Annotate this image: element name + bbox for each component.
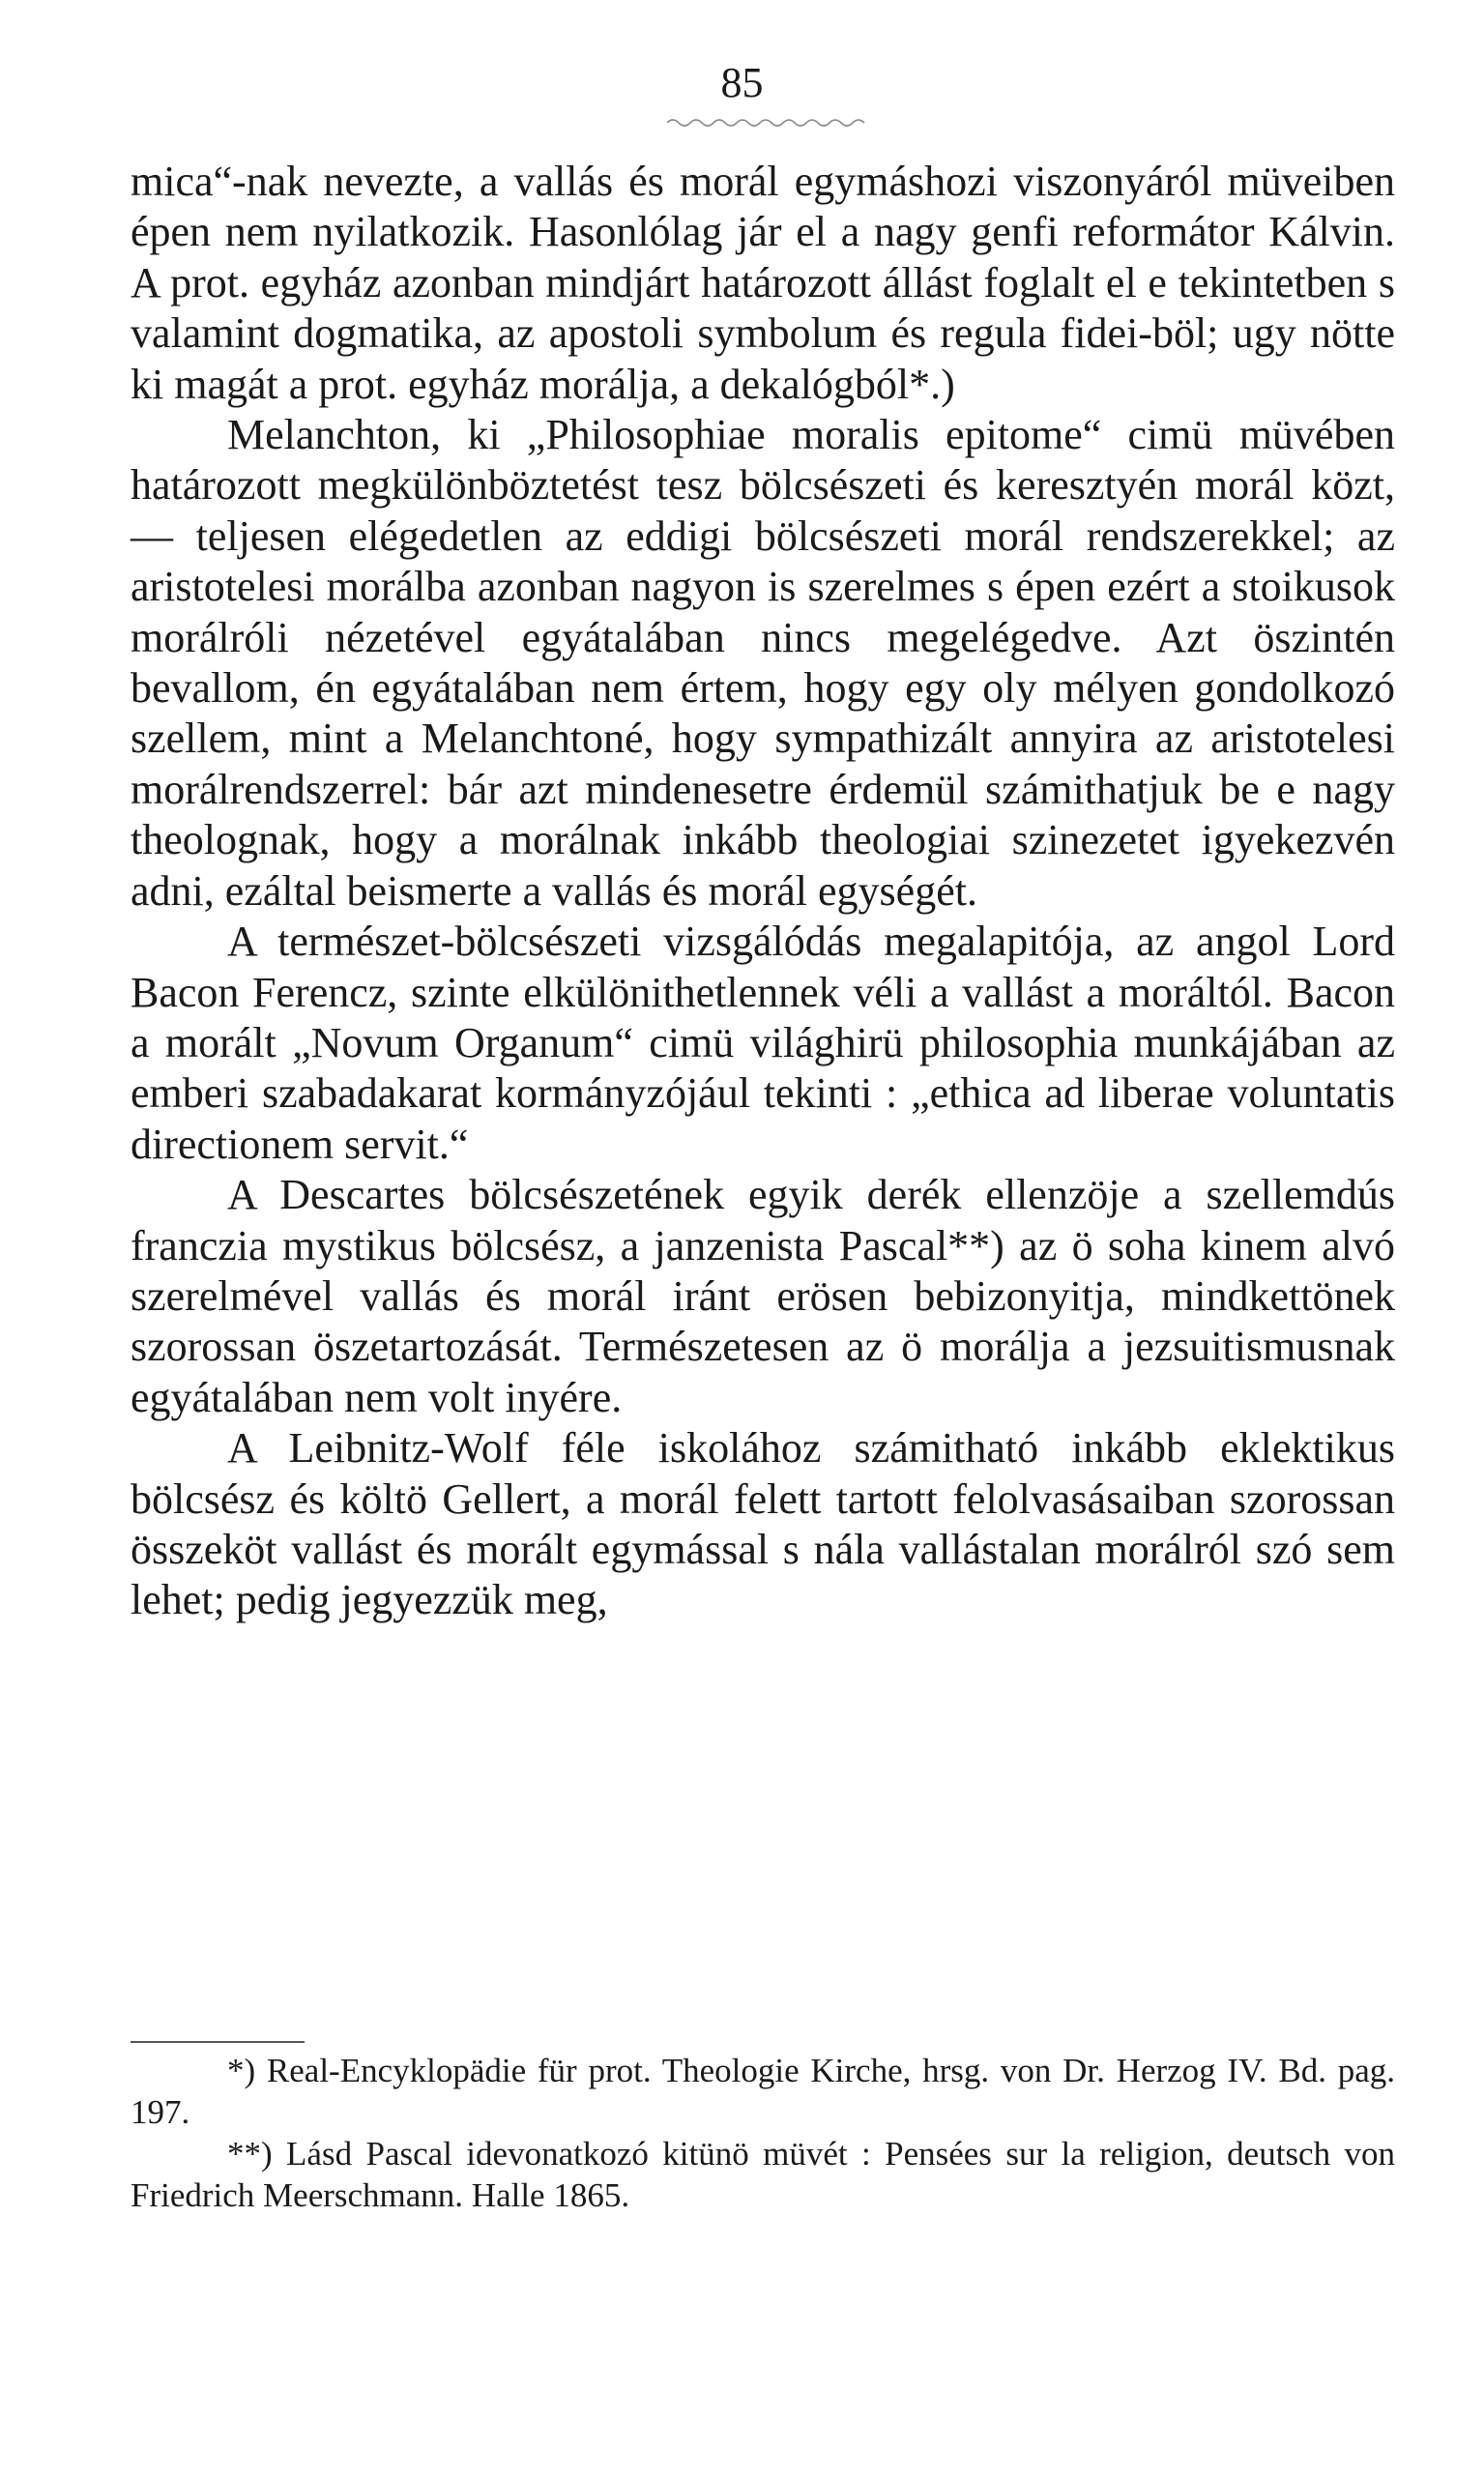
footnote-1: *) Real-Encyklopädie für prot. Theologie Kirche, hrsg. von Dr. Herzog IV. Bd. pag. 197. <box>131 2052 1395 2131</box>
paragraph-1: mica“-nak nevezte, a vallás és morál egymáshozi viszonyáról müveiben épen nem nyilatkozik. Hasonlólag jár el a nagy genfi reformátor Kálvin. A prot. egyház azonban mindjárt határozott állást foglalt el e tekintetben s valamint dogmatika, az apostoli symbolum és regula fidei-böl; ugy nötte ki magát a prot. egyház morálja, a dekalógból*.) <box>131 158 1395 408</box>
ornament-divider <box>667 116 870 130</box>
paragraph-2: Melanchton, ki „Philosophiae moralis epitome“ cimü müvében határozott megkülönböztetést tesz bölcsészeti és keresztyén morál közt, — teljesen elégedetlen az eddigi bölcsészeti morál rendszerekkel; az aristotelesi morálba azonban nagyon is szerelmes s épen ezért a stoikusok morálróli nézetével egyátalában nincs megelégedve. Azt öszintén bevallom, én egyátalában nem értem, hogy egy oly mélyen gondolkozó szellem, mint a Melanchtoné, hogy sympathizált annyira az aristotelesi morálrendszerrel: bár azt mindenesetre érdemül számithatjuk be e nagy theolognak, hogy a morálnak inkább theologiai szinezetet igyekezvén adni, ezáltal beismerte a vallás és morál egységét. <box>131 411 1395 915</box>
body-text <box>131 157 1395 1626</box>
footnote-separator <box>131 2041 305 2043</box>
page-number: 85 <box>720 59 764 106</box>
paragraph-3: A természet-bölcsészeti vizsgálódás megalapitója, az angol Lord Bacon Ferencz, szinte elkülönithetlennek véli a vallást a moráltól. Bacon a morált „Novum Organum“ cimü világhirü philosophia munkájában az emberi szabadakarat kormányzójául tekinti : „ethica ad liberae voluntatis directionem servit.“ <box>131 918 1395 1168</box>
paragraph-5: A Leibnitz-Wolf féle iskolához számitható inkább eklektikus bölcsész és költö Gellert, a morál felett tartott felolvasásaiban szorossan összeköt vallást és morált egymással s nála vallástalan morálról szó sem lehet; pedig jegyezzük meg, <box>131 1424 1395 1624</box>
paragraph-4: A Descartes bölcsészetének egyik derék ellenzöje a szellemdús franczia mystikus bölcsész, a janzenista Pascal**) az ö soha kinem alvó szerelmével vallás és morál iránt erösen bebizonyitja, mindkettönek szorossan öszetartozását. Természetesen az ö morálja a jezsuitismusnak egyátalában nem volt inyére. <box>131 1171 1395 1421</box>
footnotes <box>131 2050 1395 2216</box>
footnote-2: **) Lásd Pascal idevonatkozó kitünö müvét : Pensées sur la religion, deutsch von Friedrich Meerschmann. Halle 1865. <box>131 2135 1395 2214</box>
